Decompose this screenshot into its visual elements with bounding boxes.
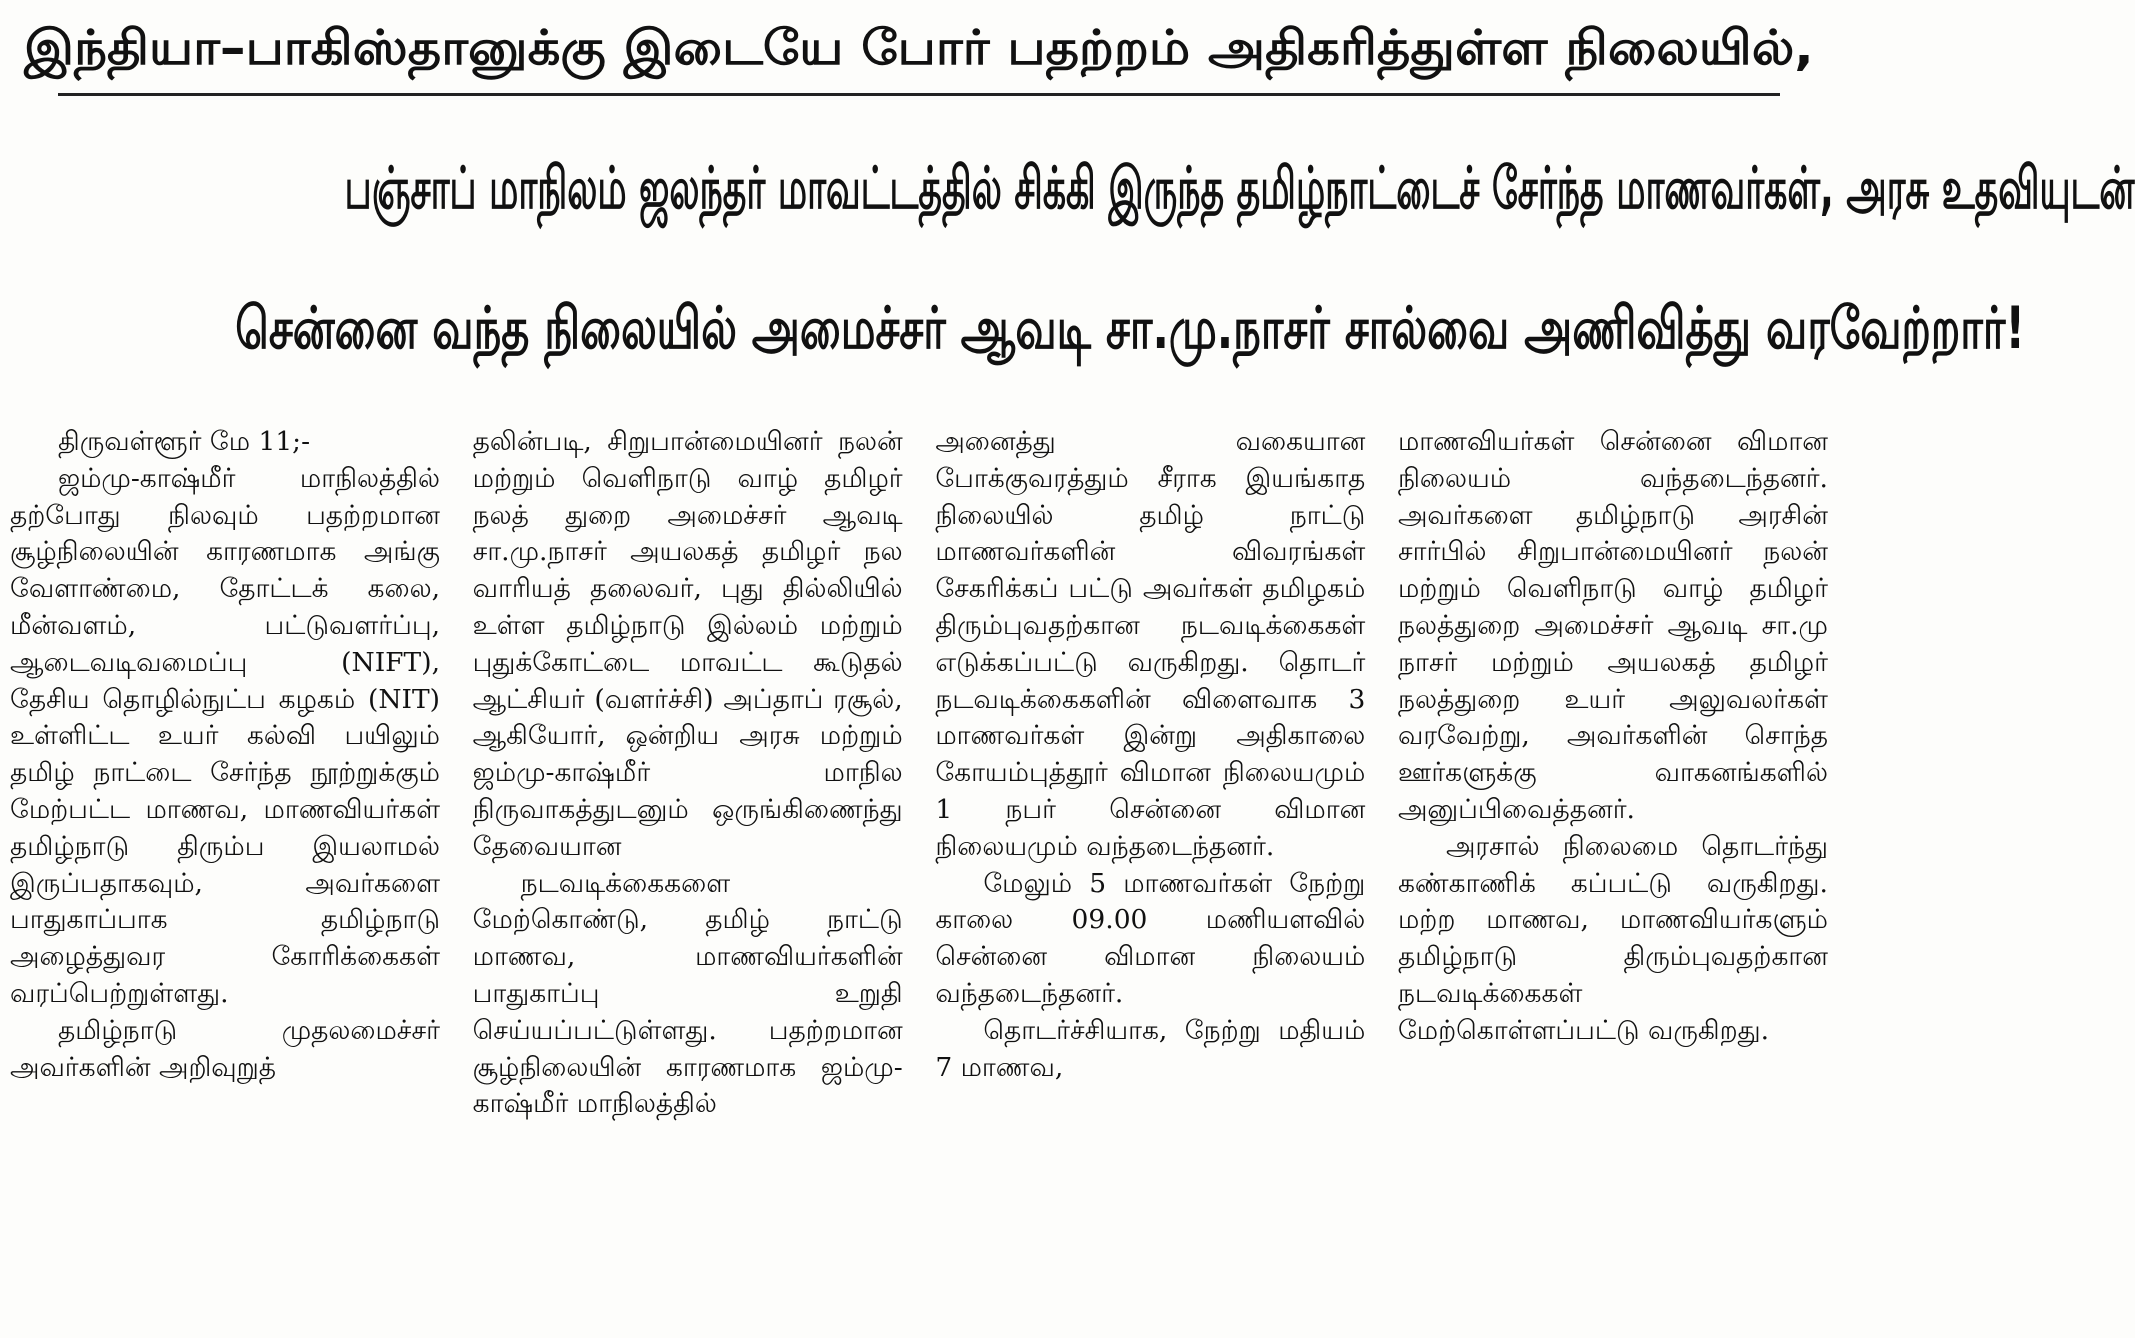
- article-column-1: [10, 424, 440, 1334]
- article-paragraph: ஜம்மு-காஷ்மீர் மாநிலத்தில் தற்போது நிலவும் பதற்றமான சூழ்நிலையின் காரணமாக அங்கு வேளாண்மை, தோட்டக் கலை, மீன்வளம், பட்டுவளர்ப்பு, ஆடைவடிவமைப்பு (NIFT), தேசிய தொழில்நுட்ப கழகம் (NIT) உள்ளிட்ட உயர் கல்வி பயிலும் தமிழ் நாட்டை சேர்ந்த நூற்றுக்கும் மேற்பட்ட மாணவ, மாணவியர்கள் தமிழ்நாடு திரும்ப இயலாமல் இருப்பதாகவும், அவர்களை பாதுகாப்பாக தமிழ்நாடு அழைத்துவர கோரிக்கைகள் வரப்பெற்றுள்ளது.: [10, 462, 440, 1009]
- headline-line-3: சென்னை வந்த நிலையில் அமைச்சர் ஆவடி சா.மு.நாசர் சால்வை அணிவித்து வரவேற்றார்!: [235, 294, 2026, 362]
- article-column-2: [473, 424, 903, 1334]
- article-column-4: [1398, 424, 1828, 1334]
- headline-line-2: பஞ்சாப் மாநிலம் ஜலந்தர் மாவட்டத்தில் சிக்கி இருந்த தமிழ்நாட்டைச் சேர்ந்த மாணவர்கள், அரசு உதவியுடன்: [344, 154, 2135, 222]
- article-paragraph: தொடர்ச்சியாக, நேற்று மதியம் 7 மாணவ,: [935, 1014, 1366, 1083]
- article-paragraph: அரசால் நிலைமை தொடர்ந்து கண்காணிக் கப்பட்டு வருகிறது. மற்ற மாணவ, மாணவியர்களும் தமிழ்நாடு திரும்புவதற்கான நடவடிக்கைகள் மேற்கொள்ளப்பட்டு வருகிறது.: [1397, 830, 1828, 1046]
- article-column-3: [935, 424, 1365, 1334]
- article-paragraph: தலின்படி, சிறுபான்மையினர் நலன் மற்றும் வெளிநாடு வாழ் தமிழர் நலத் துறை அமைச்சர் ஆவடி சா.மு.நாசர் அயலகத் தமிழர் நல வாரியத் தலைவர், புது தில்லியில் உள்ள தமிழ்நாடு இல்லம் மற்றும் புதுக்கோட்டை மாவட்ட கூடுதல் ஆட்சியர் (வளர்ச்சி) அப்தாப் ரசூல், ஆகியோர், ஒன்றிய அரசு மற்றும் ஜம்மு-காஷ்மீர் மாநில நிருவாகத்துடனும் ஒருங்கிணைந்து தேவையான: [472, 426, 903, 862]
- headline-rule: [58, 93, 1780, 96]
- article-paragraph: அனைத்து வகையான போக்குவரத்தும் சீராக இயங்காத நிலையில் தமிழ் நாட்டு மாணவர்களின் விவரங்கள் சேகரிக்கப் பட்டு அவர்கள் தமிழகம் திரும்புவதற்கான நடவடிக்கைகள் எடுக்கப்பட்டு வருகிறது. தொடர் நடவடிக்கைகளின் விளைவாக 3 மாணவர்கள் இன்று அதிகாலை கோயம்புத்தூர் விமான நிலையமும் 1 நபர் சென்னை விமான நிலையமும் வந்தடைந்தனர்.: [935, 426, 1366, 862]
- headline-line-1: இந்தியா–பாகிஸ்தானுக்கு இடையே போர் பதற்றம் அதிகரித்துள்ள நிலையில்,: [24, 20, 1814, 76]
- article-body: [10, 424, 1828, 1334]
- article-paragraph: தமிழ்நாடு முதலமைச்சர் அவர்களின் அறிவுறுத்: [10, 1014, 440, 1083]
- article-dateline: திருவள்ளூர் மே 11;-: [58, 426, 311, 457]
- article-paragraph: மாணவியர்கள் சென்னை விமான நிலையம் வந்தடைந்தனர். அவர்களை தமிழ்நாடு அரசின் சார்பில் சிறுபான்மையினர் நலன் மற்றும் வெளிநாடு வாழ் தமிழர் நலத்துறை அமைச்சர் ஆவடி சா.மு நாசர் மற்றும் அயலகத் தமிழர் நலத்துறை உயர் அலுவலர்கள் வரவேற்று, அவர்களின் சொந்த ஊர்களுக்கு வாகனங்களில் அனுப்பிவைத்தனர்.: [1397, 426, 1828, 825]
- article-paragraph: நடவடிக்கைகளை மேற்கொண்டு, தமிழ் நாட்டு மாணவ, மாணவியர்களின் பாதுகாப்பு உறுதி செய்யப்பட்டுள்ளது. பதற்றமான சூழ்நிலையின் காரணமாக ஜம்மு-காஷ்மீர் மாநிலத்தில்: [472, 867, 903, 1120]
- article-paragraph: மேலும் 5 மாணவர்கள் நேற்று காலை 09.00 மணியளவில் சென்னை விமான நிலையம் வந்தடைந்தனர்.: [935, 867, 1366, 1009]
